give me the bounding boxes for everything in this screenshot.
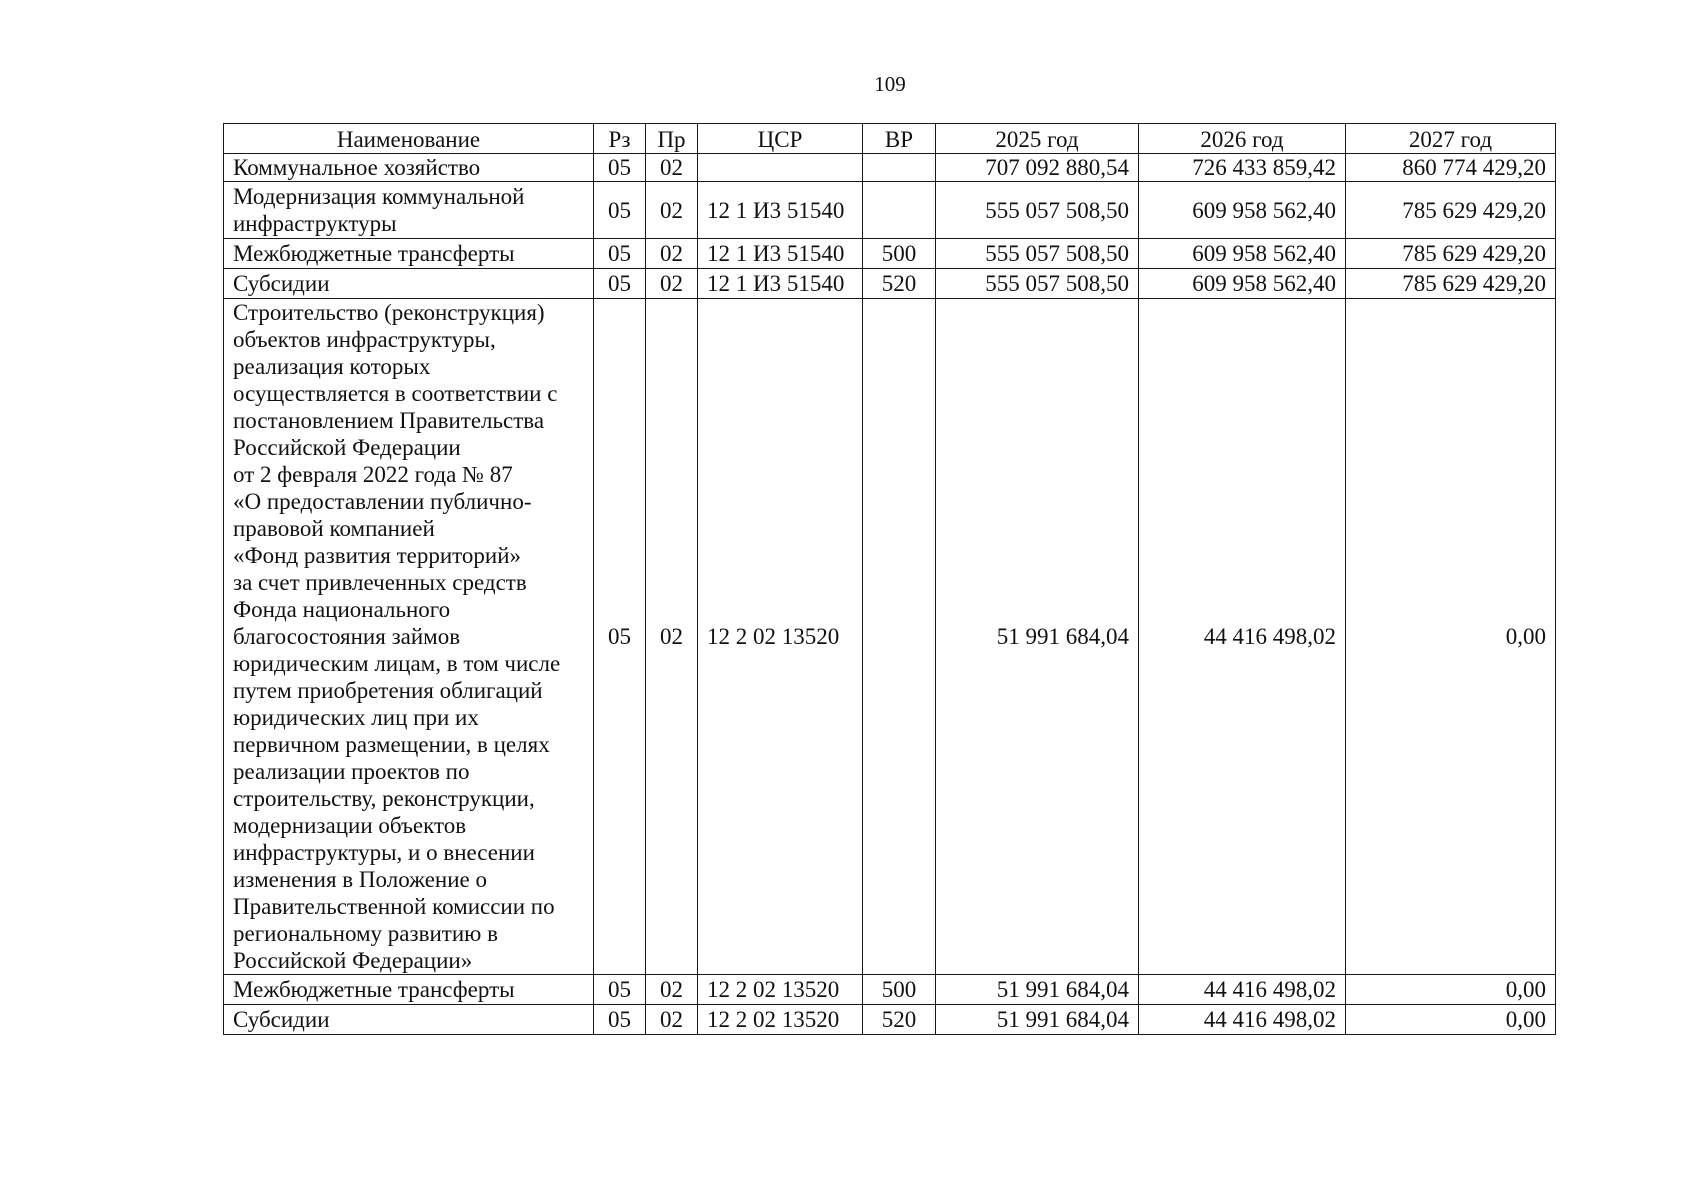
cell-2027: 785 629 429,20 (1346, 239, 1556, 269)
cell-2027: 860 774 429,20 (1346, 154, 1556, 182)
cell-2026: 609 958 562,40 (1139, 182, 1346, 239)
cell-name-text: Строительство (реконструкция) объектов инфраструктуры, реализация которых осуществляется в соответствии с постановлением Правительства Российской Федерации от 2 февраля 2022 года № 87 «О предоставлении публично- правовой компанией «Фонд развития территорий» за счет привлеченных средств Фонда национального благосостояния займов юридическим лицам, в том числе путем приобретения облигаций юридических лиц при их первичном размещении, в целях реализации проектов по строительству, реконструкции, модернизации объектов инфраструктуры, и о внесении изменения в Положение о Правительственной комиссии по региональному развитию в Российской Федерации» (233, 300, 561, 973)
table-row (224, 182, 1556, 239)
cell-name: Субсидии (224, 1005, 594, 1035)
cell-2027: 785 629 429,20 (1346, 269, 1556, 299)
cell-2027: 0,00 (1346, 1005, 1556, 1035)
table-row (224, 154, 1556, 182)
cell-pr: 02 (646, 239, 698, 269)
cell-csr: 12 1 И3 51540 (698, 269, 863, 299)
header-vr: ВР (863, 124, 936, 154)
cell-name (224, 299, 594, 975)
cell-name: Межбюджетные трансферты (224, 975, 594, 1005)
cell-2026: 609 958 562,40 (1139, 239, 1346, 269)
header-name: Наименование (224, 124, 594, 154)
cell-pr: 02 (646, 1005, 698, 1035)
cell-2026: 609 958 562,40 (1139, 269, 1346, 299)
budget-table (223, 123, 1556, 1035)
header-pr: Пр (646, 124, 698, 154)
cell-rz: 05 (594, 182, 646, 239)
header-rz: Рз (594, 124, 646, 154)
cell-vr (863, 154, 936, 182)
cell-2025: 51 991 684,04 (936, 975, 1139, 1005)
table-row (224, 975, 1556, 1005)
cell-rz: 05 (594, 269, 646, 299)
cell-csr: 12 1 И3 51540 (698, 239, 863, 269)
cell-2026: 726 433 859,42 (1139, 154, 1346, 182)
cell-2027: 785 629 429,20 (1346, 182, 1556, 239)
cell-vr (863, 299, 936, 975)
cell-csr: 12 2 02 13520 (698, 299, 863, 975)
cell-vr: 500 (863, 239, 936, 269)
header-csr: ЦСР (698, 124, 863, 154)
table-row (224, 1005, 1556, 1035)
cell-csr: 12 2 02 13520 (698, 975, 863, 1005)
cell-2025: 555 057 508,50 (936, 239, 1139, 269)
cell-2025: 51 991 684,04 (936, 1005, 1139, 1035)
cell-name: Межбюджетные трансферты (224, 239, 594, 269)
cell-vr: 500 (863, 975, 936, 1005)
cell-rz: 05 (594, 1005, 646, 1035)
header-2026: 2026 год (1139, 124, 1346, 154)
cell-name: Коммунальное хозяйство (224, 154, 594, 182)
cell-vr (863, 182, 936, 239)
cell-rz: 05 (594, 154, 646, 182)
cell-2025: 51 991 684,04 (936, 299, 1139, 975)
table-row (224, 269, 1556, 299)
cell-2027: 0,00 (1346, 975, 1556, 1005)
page-number: 109 (874, 72, 906, 96)
cell-2025: 707 092 880,54 (936, 154, 1139, 182)
cell-rz: 05 (594, 975, 646, 1005)
cell-2026: 44 416 498,02 (1139, 299, 1346, 975)
table-row (224, 299, 1556, 975)
header-2025: 2025 год (936, 124, 1139, 154)
header-2027: 2027 год (1346, 124, 1556, 154)
cell-2025: 555 057 508,50 (936, 269, 1139, 299)
cell-pr: 02 (646, 269, 698, 299)
table-row (224, 239, 1556, 269)
cell-name: Субсидии (224, 269, 594, 299)
cell-pr: 02 (646, 975, 698, 1005)
cell-2025: 555 057 508,50 (936, 182, 1139, 239)
cell-rz: 05 (594, 239, 646, 269)
cell-pr: 02 (646, 182, 698, 239)
cell-vr: 520 (863, 1005, 936, 1035)
cell-vr: 520 (863, 269, 936, 299)
cell-csr: 12 1 И3 51540 (698, 182, 863, 239)
cell-2026: 44 416 498,02 (1139, 1005, 1346, 1035)
cell-pr: 02 (646, 299, 698, 975)
cell-name: Модернизация коммунальной инфраструктуры (224, 182, 594, 239)
table-header-row (224, 124, 1556, 154)
cell-csr (698, 154, 863, 182)
cell-2026: 44 416 498,02 (1139, 975, 1346, 1005)
cell-csr: 12 2 02 13520 (698, 1005, 863, 1035)
cell-2027: 0,00 (1346, 299, 1556, 975)
cell-rz: 05 (594, 299, 646, 975)
cell-pr: 02 (646, 154, 698, 182)
